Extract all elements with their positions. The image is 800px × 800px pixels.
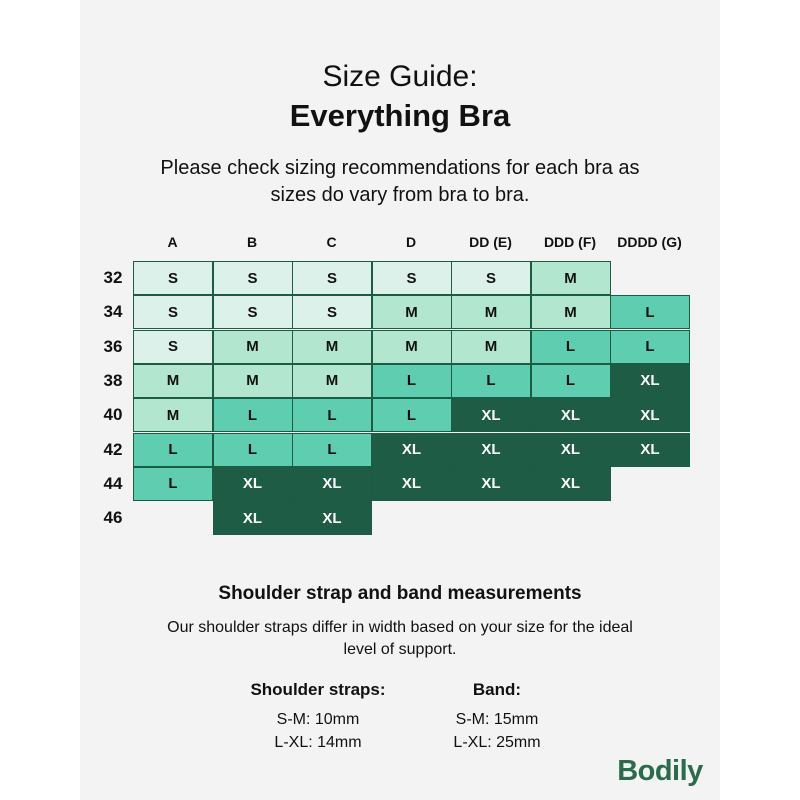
size-cell: L xyxy=(133,433,213,467)
size-cell: XL xyxy=(610,433,690,467)
band-header: 36 xyxy=(103,336,123,356)
size-cell: M xyxy=(531,295,611,329)
cup-header: DDD (F) xyxy=(543,234,597,250)
band-header: 46 xyxy=(103,508,123,528)
size-cell: XL xyxy=(213,501,293,535)
size-cell: XL xyxy=(292,501,372,535)
size-cell: S xyxy=(133,261,213,295)
size-cell: XL xyxy=(531,433,611,467)
size-cell: M xyxy=(372,330,452,364)
size-cell: L xyxy=(610,330,690,364)
measurements-description: Our shoulder straps differ in width based on your size for the ideal level of support. xyxy=(167,619,633,658)
band-header: 34 xyxy=(103,302,123,322)
size-cell: M xyxy=(213,330,293,364)
size-cell: S xyxy=(133,295,213,329)
shoulder-straps-heading: Shoulder straps: xyxy=(250,680,386,699)
size-cell: L xyxy=(292,433,372,467)
size-cell: S xyxy=(292,261,372,295)
size-cell: XL xyxy=(610,364,690,398)
size-cell: L xyxy=(372,398,452,432)
size-cell: M xyxy=(372,295,452,329)
size-cell: M xyxy=(451,330,531,364)
size-cell: S xyxy=(292,295,372,329)
size-cell: M xyxy=(292,330,372,364)
cup-header: DD (E) xyxy=(469,234,512,250)
size-cell: XL xyxy=(531,398,611,432)
page-title-product: Everything Bra xyxy=(289,98,511,133)
band-header: 40 xyxy=(103,405,123,425)
size-cell: M xyxy=(213,364,293,398)
size-cell: XL xyxy=(213,467,293,501)
size-cell: M xyxy=(133,364,213,398)
size-cell: XL xyxy=(372,467,452,501)
band-header: 32 xyxy=(103,268,123,287)
size-cell: XL xyxy=(531,467,611,501)
bodily-logo: Bodily xyxy=(617,755,703,787)
band-heading: Band: xyxy=(472,680,522,699)
size-cell: S xyxy=(451,261,531,295)
size-cell: L xyxy=(292,398,372,432)
cup-header: A xyxy=(167,234,178,250)
size-cell: M xyxy=(531,261,611,295)
cup-header: D xyxy=(405,234,417,250)
size-cell: XL xyxy=(292,467,372,501)
size-cell: S xyxy=(213,261,293,295)
size-cell: L xyxy=(213,433,293,467)
page-title-line1: Size Guide: xyxy=(322,60,478,93)
band-header: 42 xyxy=(103,439,123,459)
size-cell: M xyxy=(133,398,213,432)
size-cell: L xyxy=(531,364,611,398)
size-cell: M xyxy=(451,295,531,329)
band-line-lxl: L-XL: 25mm xyxy=(453,734,541,751)
size-cell: L xyxy=(531,330,611,364)
band-header: 44 xyxy=(103,473,123,493)
intro-text: Please check sizing recommendations for each bra as sizes do vary from bra to bra. xyxy=(160,157,640,206)
shoulder-straps-line-lxl: L-XL: 14mm xyxy=(274,734,362,751)
cup-header: B xyxy=(246,234,258,250)
shoulder-straps-line-sm: S-M: 10mm xyxy=(276,711,360,728)
band-line-sm: S-M: 15mm xyxy=(455,711,539,728)
size-cell: S xyxy=(372,261,452,295)
cup-header: C xyxy=(326,234,337,250)
measurements-title: Shoulder strap and band measurements xyxy=(218,583,582,604)
size-cell: S xyxy=(133,330,213,364)
cup-header: DDDD (G) xyxy=(617,234,682,250)
size-cell: XL xyxy=(610,398,690,432)
size-cell: L xyxy=(213,398,293,432)
size-cell: L xyxy=(610,295,690,329)
size-cell: XL xyxy=(372,433,452,467)
size-cell: XL xyxy=(451,467,531,501)
size-cell: XL xyxy=(451,433,531,467)
size-cell: M xyxy=(292,364,372,398)
size-cell: L xyxy=(133,467,213,501)
size-cell: L xyxy=(372,364,452,398)
band-header: 38 xyxy=(103,370,123,390)
size-cell: L xyxy=(451,364,531,398)
size-cell: XL xyxy=(451,398,531,432)
size-cell: S xyxy=(213,295,293,329)
